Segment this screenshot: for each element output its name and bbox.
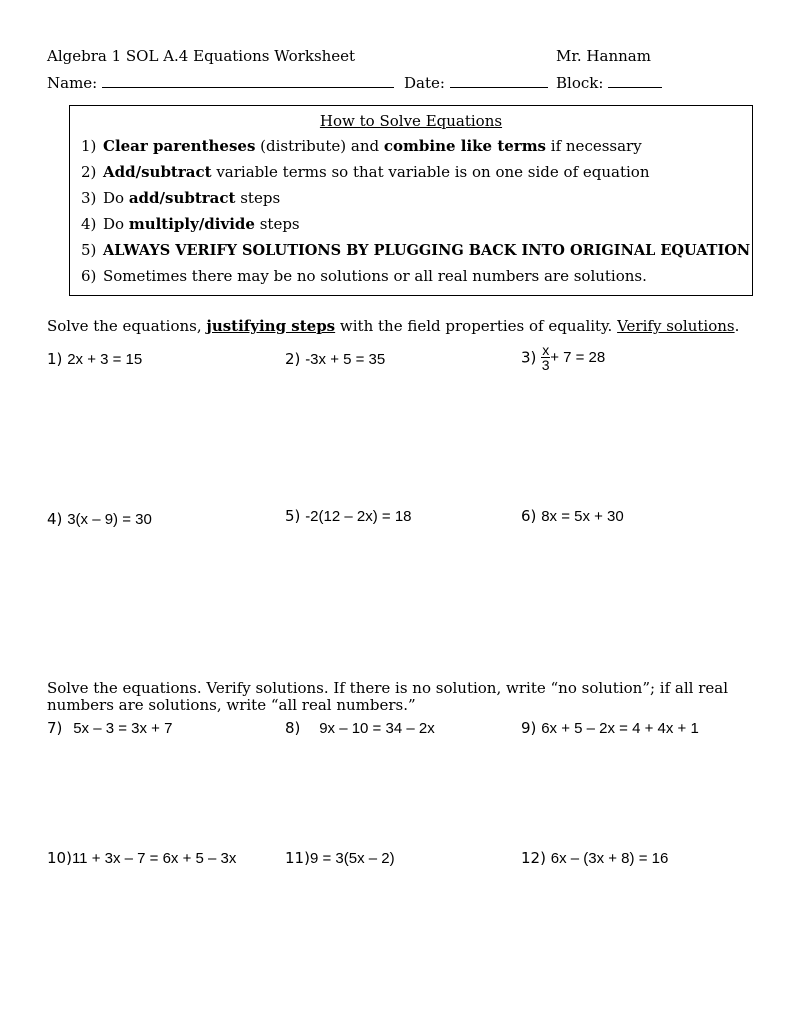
block-blank[interactable] [608, 73, 662, 88]
equation: -2(12 – 2x) = 18 [305, 508, 412, 525]
date-label: Date: [404, 74, 445, 92]
equation: -3x + 5 = 35 [305, 351, 386, 368]
equation: 11 + 3x – 7 = 6x + 5 – 3x [71, 850, 237, 867]
equation: 6x – (3x + 8) = 16 [550, 850, 669, 867]
problem-3 [521, 343, 605, 372]
problem-9 [521, 719, 699, 737]
problem-number: 4) [47, 510, 63, 528]
section2-instructions: Solve the equations. Verify solutions. If there is no solution, write “no solution”; if all real numbers are solutions, write “all real numbers.” [47, 679, 729, 714]
name-field[interactable] [47, 73, 394, 92]
problem-10 [47, 849, 236, 867]
problem-number: 11) [285, 849, 310, 867]
problem-11 [285, 849, 395, 867]
problem-5 [285, 507, 412, 525]
step-2: 2) Add/subtract variable terms so that variable is on one side of equation [81, 163, 650, 181]
step-1: 1) Clear parentheses (distribute) and combine like terms if necessary [81, 137, 642, 155]
name-blank[interactable] [102, 73, 394, 88]
name-label: Name: [47, 74, 98, 92]
section1-instructions: Solve the equations, justifying steps with the field properties of equality. Verify solutions. [47, 317, 740, 335]
problem-12 [521, 849, 668, 867]
problem-number: 7) [47, 719, 63, 737]
equation: + 7 = 28 [550, 349, 606, 366]
step-4: 4) Do multiply/divide steps [81, 215, 300, 233]
teacher-name: Mr. Hannam [556, 47, 651, 65]
block-field[interactable] [556, 73, 662, 92]
equation: 6x + 5 – 2x = 4 + 4x + 1 [541, 720, 699, 737]
step-5: 5) ALWAYS VERIFY SOLUTIONS BY PLUGGING BACK INTO ORIGINAL EQUATION [81, 241, 751, 259]
step-3: 3) Do add/subtract steps [81, 189, 281, 207]
how-to-box [69, 105, 753, 296]
problem-number: 1) [47, 350, 63, 368]
problem-4 [47, 510, 152, 528]
problem-number: 8) [285, 719, 301, 737]
equation: 3(x – 9) = 30 [67, 511, 152, 528]
equation: 2x + 3 = 15 [67, 351, 143, 368]
problem-8 [285, 719, 435, 737]
problem-number: 10) [47, 849, 72, 867]
problem-number: 3) [521, 348, 537, 367]
equation: 9 = 3(5x – 2) [309, 850, 395, 867]
equation: 8x = 5x + 30 [541, 508, 624, 525]
date-blank[interactable] [450, 73, 548, 88]
equation: 5x – 3 = 3x + 7 [73, 720, 173, 737]
problem-number: 6) [521, 507, 537, 525]
equation: 9x – 10 = 34 – 2x [319, 720, 435, 737]
problem-number: 9) [521, 719, 537, 737]
date-field[interactable] [404, 73, 548, 92]
problem-number: 12) [521, 849, 546, 867]
problem-number: 2) [285, 350, 301, 368]
step-6: 6) Sometimes there may be no solutions or all real numbers are solutions. [81, 267, 647, 285]
problem-6 [521, 507, 624, 525]
problem-2 [285, 350, 385, 368]
block-label: Block: [556, 74, 604, 92]
problem-number: 5) [285, 507, 301, 525]
fraction: $\frac{x}{3}$ [541, 342, 550, 373]
how-to-title: How to Solve Equations [319, 112, 503, 130]
problem-1 [47, 350, 142, 368]
worksheet-title: Algebra 1 SOL A.4 Equations Worksheet [47, 47, 356, 65]
problem-7 [47, 719, 172, 737]
